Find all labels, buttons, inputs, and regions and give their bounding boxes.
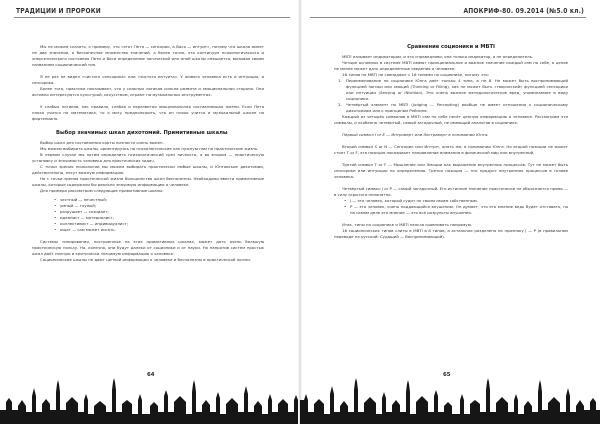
list-item: • P — это человек, очень поддающийся внушению. Он думает, что его мнение ведь будет отставать, но на самом деле его мнение — это всё разрульты внушения. (350, 204, 568, 216)
list-item: • J — это человек, который судит по своим своим собственным. (350, 198, 568, 204)
header-rule-right (310, 17, 586, 18)
paragraph: Соционические шкалы не дают ценной информации о человеке и бесполезны в практической жизни. (40, 257, 252, 262)
paragraph: Второй символ S or N — Сенсорик или Интуит, опять же, в понимании Юнга. Но второй позиции не может стоят T or F, эта позиция показывает направление внимания в физический мир или внутренний. (334, 144, 568, 155)
paragraph: Но с точки зрения практической жизни большинство шкал бесполезны. Необходимо ввести примитивные шкалы, которые содержали бы реально значимую информацию о человеке. (32, 176, 264, 187)
paragraph: В первом случае мы хотим определить психологический срез личности, а во втором — практическую установку и значимость человека для практических задач. (32, 152, 264, 163)
list-number: 1. (338, 78, 342, 83)
paragraph: Я не раз не видел «чистого сенсорика» или «чистого интуита». У живого человека есть и интуиция, и сенсорика. (32, 74, 264, 85)
list-item (338, 78, 568, 102)
page-number-left: 64 (147, 372, 155, 378)
header-rule-left (14, 17, 290, 18)
list-text: Переименование по соционике Юнга даёт только 4 типа, а не 8. Не может быть воспринимающий функцией логики или эмоций (Thinking or Filling), как не может быть «творческий» функцией сенсорики или интуиции (Sensing or iNtuition). Это очень важное методологическое вред, упоминаемое в виду соционики. (346, 78, 568, 101)
page-number-right: 65 (443, 372, 451, 378)
section-heading-scales: Выбор значимых шкал дихотомий. Примитивные шкалы (56, 130, 228, 136)
paragraph: 16 соционических типов слиты в MBTI в 8 типов, а остальное разделено по признаку J — P (в правильном переводе на русский: Судящий — Воспринимающий). (334, 228, 568, 239)
city-skyline-illustration-left (0, 370, 300, 424)
list-item: • честный — нечестный; (60, 197, 264, 203)
list-text: Четвёртый элемент по MBTI (Judging — Percepting) вообще не имеет отношения к соционическому дихотомиям или к принципам Рейнина. (346, 102, 568, 113)
paragraph: Четвёртый символ J or P — самый загадочный. Его истинное значение практически не объясняется прямо — в силу скрытого непонятно. (334, 186, 568, 197)
jp-list (350, 198, 568, 216)
paragraph: Четыре основных в системе MBTI имеют принципиальное и важное значение каждый сам по себе, а целое не менее может дать определённые сведения о человеке. (334, 60, 568, 71)
list-item: • ищет — сам может искать. (60, 227, 264, 233)
paragraph: MBTI называет индикатором, и это справедливо; она только индикатор, а не определитель. (342, 54, 534, 59)
running-header-right: АПОКРИФ-80. 09.2014 (№5.0 кл.) (463, 7, 584, 15)
running-header-left: ТРАДИЦИИ И ПРОРОКИ (16, 7, 101, 15)
paragraph: Для примера рассмотрим следующие примитивные шкалы: (40, 188, 164, 193)
paragraph: Третий символ T or F — Мышление или Эмоции как выражение внутренних процессов. Тут не может быть сенсорики или интуиции по определению. Третья позиция — это продукт внутренних процессов в голове человека. (334, 162, 568, 179)
right-page-body (334, 44, 568, 240)
paragraph: Системы типирования, построенные на этих примитивных шкалах, может дать очень большую практическую пользу. Но, конечно, они будут далеки от соционики и от науки. Но напротив систем простых шкал даёт полную и критически значимую информацию о человеке. (32, 239, 264, 256)
paragraph: С точки зрения психологии мы можем выбирать практически любые шкалы, и Юнговские дихотомии, действительно, несут важную информацию. (32, 164, 264, 175)
paragraph: Первый символ I or E — Интроверт или Экстраверт в понимании Юнга. (342, 132, 489, 137)
reasons-list (338, 78, 568, 114)
paragraph: Итак, типы по соционике и MBTI нельзя сравнивать напрямую. (342, 222, 473, 227)
list-item: • идеалист — материалист; (60, 215, 264, 221)
paragraph: Каждый из четырёх символов в MBTI сам по себе несёт ценную информацию о человеке. Рассмотрим эти символы, и особенно четвёртый, самый загадочный, не имеющий аналогов в соционике. (334, 114, 568, 125)
paragraph: Мы можем выбирать шкалы, ориентируясь на психологические как нужную нам на практические жизнь. (40, 146, 259, 151)
city-skyline-illustration-right (300, 370, 600, 424)
list-item: • умный — глупый; (60, 203, 264, 209)
paragraph: 16 типов по MBTI не совпадают с 16 типами по соционике, потому что: (342, 72, 489, 77)
list-item: • коллективист — индивидуалист; (60, 221, 264, 227)
right-page (300, 0, 600, 424)
paragraph: Мы не можем сказать, к примеру, что «этот Петя — сенсорик, а Вася — интуит», потому что шкала имеет не два значения, а бесконечное множество значений, а более точно, это континуум психологического и энергетического состояния Пети и Васи определение логической или иной шкалы смешается, вызывая своим названием соционический тип. (32, 44, 264, 67)
list-number: 2. (338, 102, 342, 107)
left-page-body (32, 44, 264, 263)
paragraph: Более того, практика показывает, что у сильных логиков сильна развита и эмоциональная сторона. Они активно интересуются культурой, искусством, играют на музыкальных инструментах. (32, 86, 264, 97)
paragraph: Выбор шкал для составления карты личности очень важен. (40, 140, 164, 145)
list-item (338, 102, 568, 114)
paragraph: У слабых логиков, как правило, слабая и неразвитая эмоциональная составляющая жизни. Если Петя плохо учится по математике, то я могу предположить, что он плохо учится и музыкальной школе на фортепиано. (32, 104, 264, 121)
list-item: • разрушает — созидает; (60, 209, 264, 215)
primitive-scales-list (60, 197, 264, 233)
section-heading-comparison: Сравнение соционики и MBTI (407, 44, 495, 50)
